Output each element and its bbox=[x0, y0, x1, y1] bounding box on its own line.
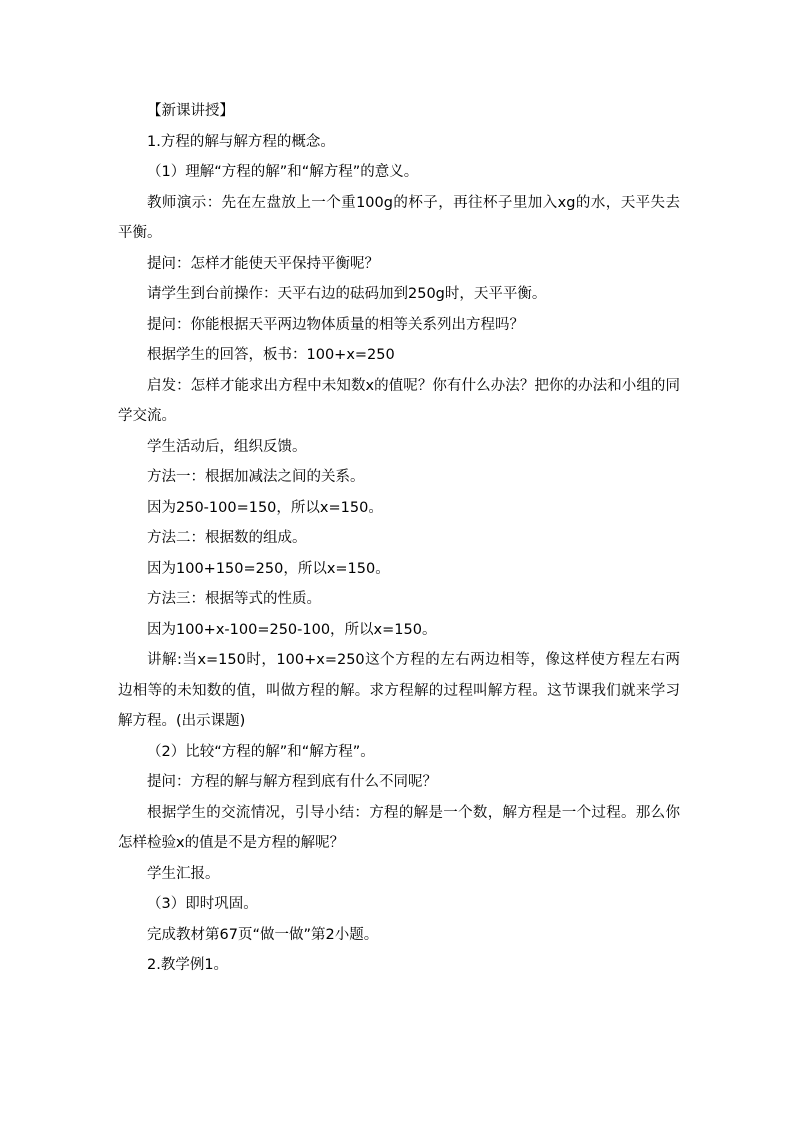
subsection-title: 2.教学例1。 bbox=[147, 957, 229, 973]
paragraph: （3）即时巩固。 bbox=[147, 896, 258, 912]
document-body bbox=[118, 96, 680, 981]
paragraph: 学生活动后，组织反馈。 bbox=[147, 438, 307, 455]
paragraph: 因为100+150=250，所以x=150。 bbox=[147, 560, 390, 577]
paragraph: 请学生到台前操作：天平右边的砝码加到250g时，天平平衡。 bbox=[147, 286, 547, 302]
paragraph: 讲解:当x=150时，100+x=250这个方程的左右两边相等，像这样使方程左右两边相等的未知数的值，叫做方程的解。求方程解的过程叫解方程。这节课我们就来学习解方程。(出示课题) bbox=[118, 652, 680, 729]
paragraph: 方法一：根据加减法之间的关系。 bbox=[147, 469, 365, 485]
paragraph: 方法二：根据数的组成。 bbox=[147, 530, 307, 546]
paragraph: 根据学生的交流情况，引导小结：方程的解是一个数，解方程是一个过程。那么你怎样检验x的值是不是方程的解呢？ bbox=[118, 804, 680, 851]
paragraph: 教师演示：先在左盘放上一个重100g的杯子，再往杯子里加入xg的水，天平失去平衡。 bbox=[118, 194, 680, 241]
paragraph: 完成教材第67页“做一做”第2小题。 bbox=[147, 926, 379, 943]
paragraph: 提问：你能根据天平两边物体质量的相等关系列出方程吗？ bbox=[147, 316, 524, 333]
section-heading: 【新课讲授】 bbox=[147, 103, 234, 119]
paragraph: 提问：怎样才能使天平保持平衡呢？ bbox=[147, 255, 379, 272]
paragraph: 因为250-100=150，所以x=150。 bbox=[147, 499, 383, 516]
paragraph: 方法三：根据等式的性质。 bbox=[147, 591, 321, 607]
paragraph: （1）理解“方程的解”和“解方程”的意义。 bbox=[147, 164, 419, 180]
subsection-title: 1.方程的解与解方程的概念。 bbox=[147, 133, 335, 150]
paragraph: （2）比较“方程的解”和“解方程”。 bbox=[147, 743, 375, 760]
paragraph: 学生汇报。 bbox=[147, 865, 220, 882]
paragraph: 提问：方程的解与解方程到底有什么不同呢？ bbox=[147, 774, 437, 790]
paragraph: 根据学生的回答，板书：100+x=250 bbox=[147, 347, 395, 363]
paragraph: 启发：怎样才能求出方程中未知数x的值呢？你有什么办法？把你的办法和小组的同学交流。 bbox=[118, 377, 680, 424]
paragraph: 因为100+x-100=250-100，所以x=150。 bbox=[147, 621, 437, 638]
